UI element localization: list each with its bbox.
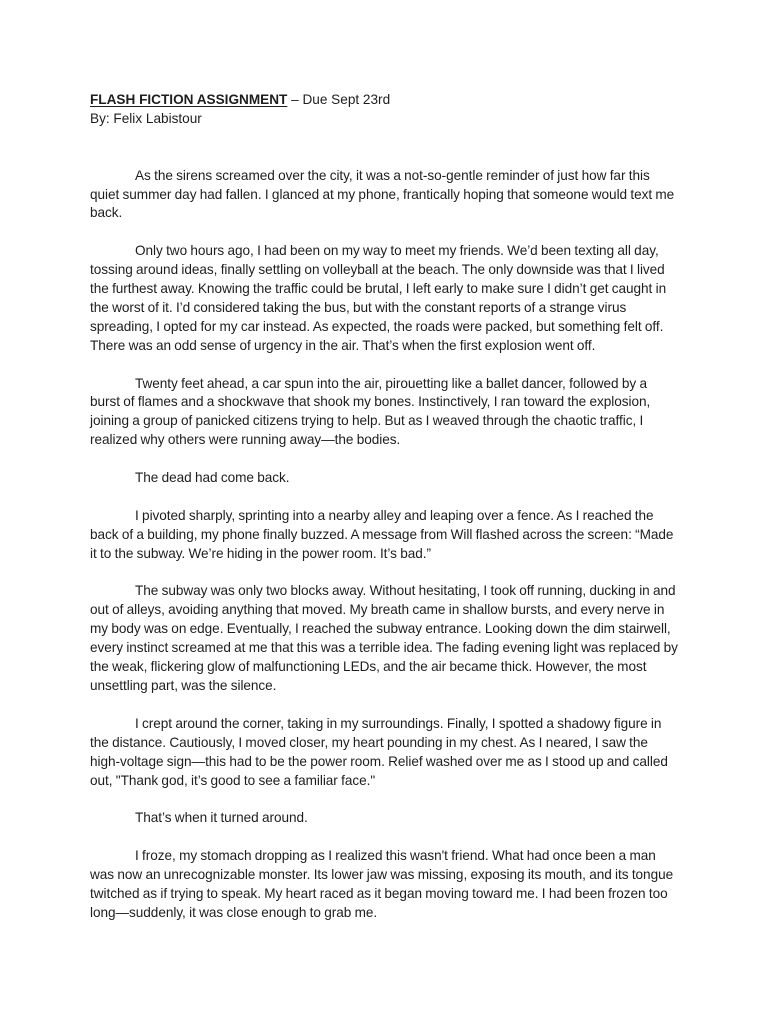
- story-paragraph: I pivoted sharply, sprinting into a nearby alley and leaping over a fence. As I reached the back of a building, my phone finally buzzed. A message from Will flashed across the screen: “Made it to the subway. We’re hiding in the power room. It’s bad.”: [90, 507, 674, 561]
- story-paragraph: Only two hours ago, I had been on my way to meet my friends. We’d been texting all day, tossing around ideas, finally settling on volleyball at the beach. The only downside was that I lived the furthest away. Knowing the traffic could be brutal, I left early to make sure I didn’t get caught in the worst of it. I’d considered taking the bus, but with the constant reports of a strange virus spreading, I opted for my car instead. As expected, the roads were packed, but something felt off. There was an odd sense of urgency in the air. That’s when the first explosion went off.: [90, 243, 667, 353]
- story-paragraph: Twenty feet ahead, a car spun into the air, pirouetting like a ballet dancer, followed by a burst of flames and a shockwave that shook my bones. Instinctively, I ran toward the explosion, joining a group of panicked citizens trying to help. But as I weaved through the chaotic traffic, I realized why others were running away—the bodies.: [90, 375, 651, 448]
- story-paragraph: I crept around the corner, taking in my surroundings. Finally, I spotted a shadowy figure in the distance. Cautiously, I moved closer, my heart pounding in my chest. As I neared, I saw the high-voltage sign—this had to be the power room. Relief washed over me as I stood up and called out, "Thank god, it’s good to see a familiar face.": [90, 715, 668, 788]
- document-header: [90, 91, 680, 129]
- assignment-title: FLASH FICTION ASSIGNMENT: [90, 92, 288, 107]
- due-date: – Due Sept 23rd: [287, 92, 391, 107]
- assignment-heading: [90, 91, 680, 110]
- story-paragraph: As the sirens screamed over the city, it was a not-so-gentle reminder of just how far this quiet summer day had fallen. I glanced at my phone, frantically hoping that someone would text me back.: [90, 167, 675, 221]
- story-body: [90, 167, 680, 923]
- story-paragraph: The subway was only two blocks away. Without hesitating, I took off running, ducking in and out of alleys, avoiding anything that moved. My breath came in shallow bursts, and every nerve in my body was on edge. Eventually, I reached the subway entrance. Looking down the dim stairwell, every instinct screamed at me that this was a terrible idea. The fading evening light was replaced by the weak, flickering glow of malfunctioning LEDs, and the air became thick. However, the most unsettling part, was the silence.: [90, 583, 678, 693]
- author-byline: By: Felix Labistour: [90, 110, 202, 126]
- story-paragraph: I froze, my stomach dropping as I realized this wasn't friend. What had once been a man was now an unrecognizable monster. Its lower jaw was missing, exposing its mouth, and its tongue twitched as if trying to speak. My heart raced as it began moving toward me. I had been frozen too long—suddenly, it was close enough to grab me.: [90, 848, 674, 920]
- document-page: [90, 91, 680, 942]
- story-paragraph: That’s when it turned around.: [135, 810, 308, 826]
- story-paragraph: The dead had come back.: [135, 470, 290, 486]
